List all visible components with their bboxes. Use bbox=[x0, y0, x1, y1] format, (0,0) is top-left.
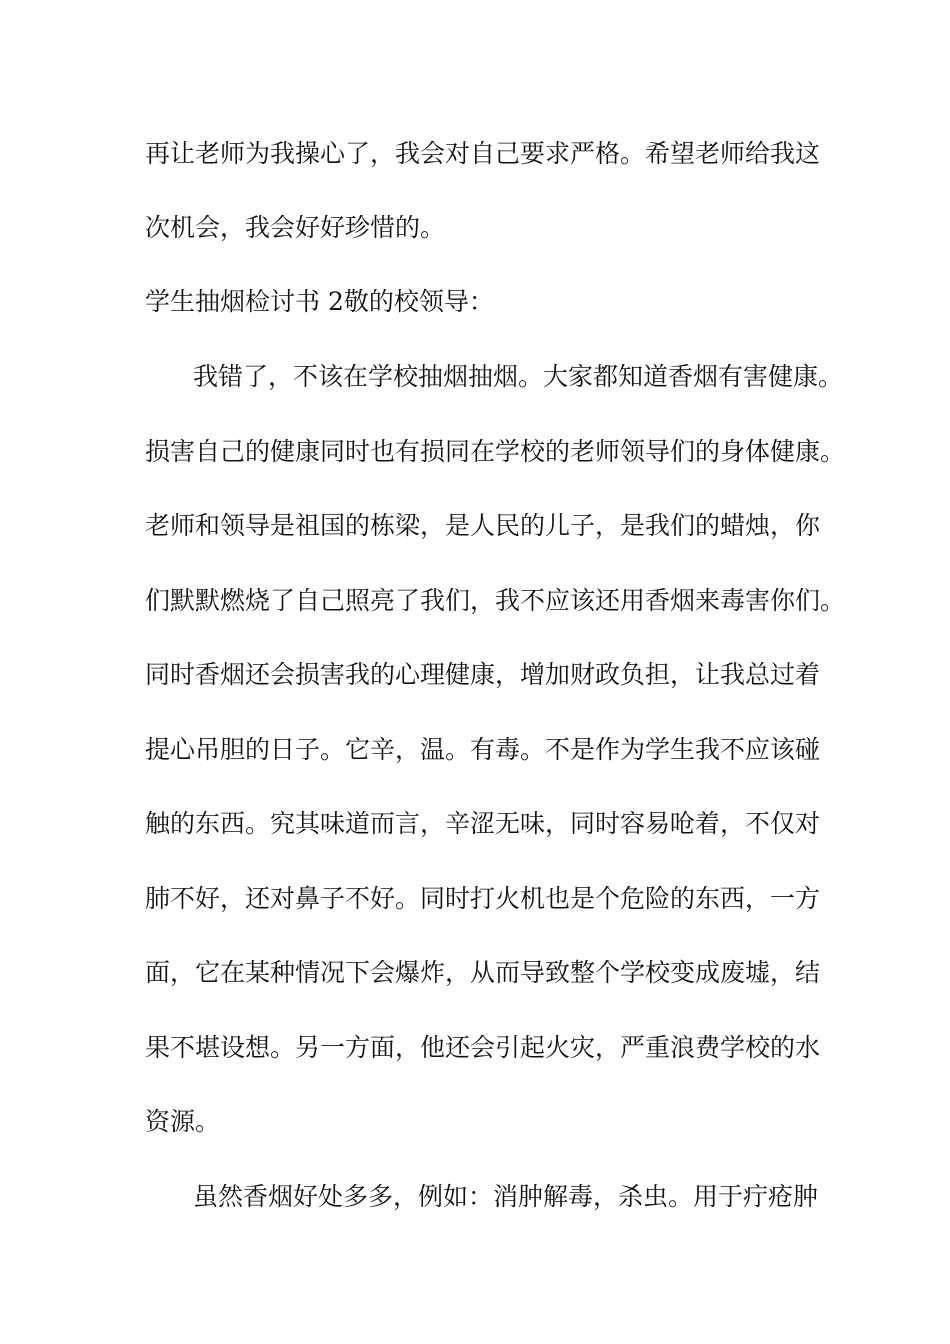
paragraph-start-line: 我错了，不该在学校抽烟抽烟。大家都知道香烟有害健康。 bbox=[193, 362, 844, 391]
text-line: 们默默燃烧了自己照亮了我们，我不应该还用香烟来毒害你们。 bbox=[145, 586, 846, 615]
text-line: 再让老师为我操心了，我会对自己要求严格。希望老师给我这 bbox=[145, 139, 821, 168]
section-heading: 学生抽烟检讨书 2敬的校领导： bbox=[145, 287, 494, 316]
text-line: 次机会，我会好好珍惜的。 bbox=[145, 213, 446, 242]
text-line: 提心吊胆的日子。它辛，温。有毒。不是作为学生我不应该碰 bbox=[145, 735, 821, 764]
text-line: 资源。 bbox=[145, 1107, 221, 1136]
text-line: 损害自己的健康同时也有损同在学校的老师领导们的身体健康。 bbox=[145, 437, 846, 466]
text-line: 果不堪设想。另一方面，他还会引起火灾，严重浪费学校的水 bbox=[145, 1033, 821, 1062]
text-line: 老师和领导是祖国的栋梁，是人民的儿子，是我们的蜡烛，你 bbox=[145, 511, 821, 540]
text-line: 触的东西。究其味道而言，辛涩无味，同时容易呛着，不仅对 bbox=[145, 809, 821, 838]
text-line: 面，它在某种情况下会爆炸，从而导致整个学校变成废墟，结 bbox=[145, 958, 821, 987]
text-line: 同时香烟还会损害我的心理健康，增加财政负担，让我总过着 bbox=[145, 660, 821, 689]
text-line: 肺不好，还对鼻子不好。同时打火机也是个危险的东西，一方 bbox=[145, 884, 821, 913]
paragraph-start-line: 虽然香烟好处多多，例如：消肿解毒，杀虫。用于疔疮肿 bbox=[193, 1182, 819, 1211]
